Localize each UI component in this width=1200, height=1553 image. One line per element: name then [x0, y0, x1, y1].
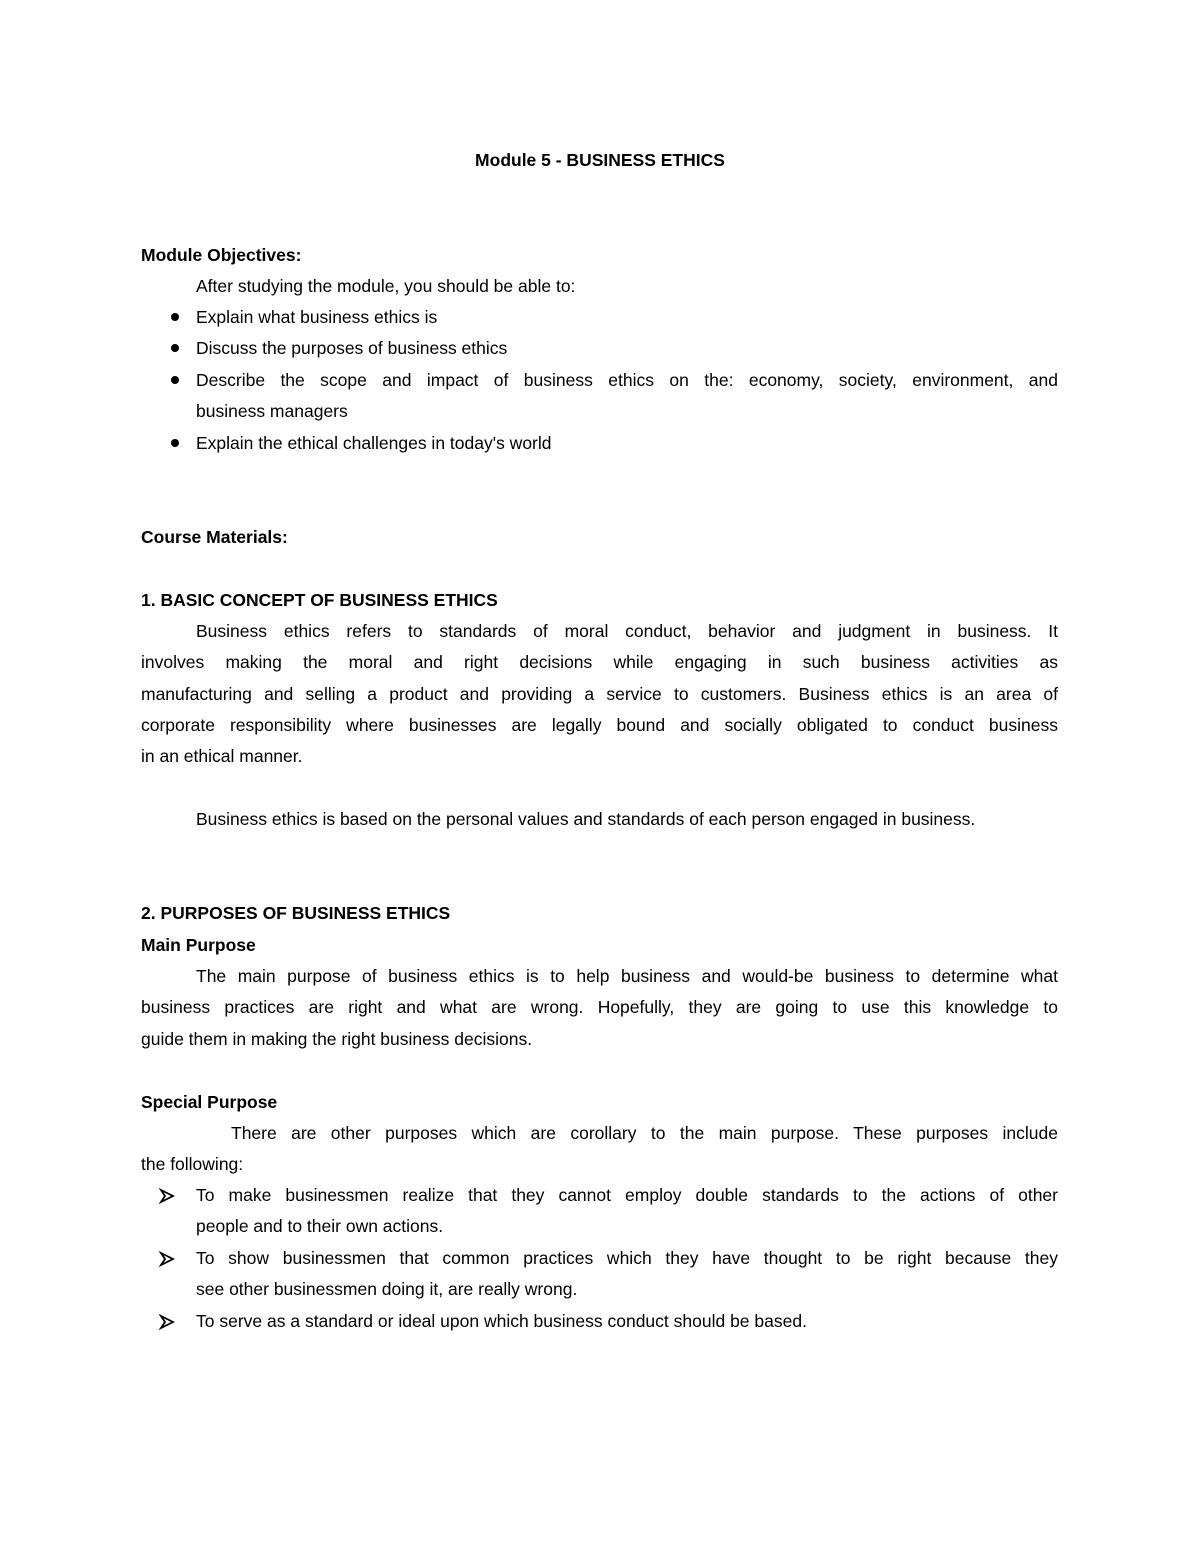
- main-purpose-line: The main purpose of business ethics is to help business and would-be business to determine what: [196, 966, 1058, 986]
- arrow-bullet-icon: [159, 1188, 175, 1204]
- special-purpose-item-line: people and to their own actions.: [196, 1216, 444, 1236]
- special-purpose-item-line: see other businessmen doing it, are really wrong.: [196, 1279, 578, 1299]
- special-purpose-item-line: To make businessmen realize that they cannot employ double standards to the actions of other: [196, 1185, 1058, 1205]
- page-title: Module 5 - BUSINESS ETHICS: [475, 150, 725, 170]
- main-purpose-heading: Main Purpose: [141, 935, 256, 955]
- special-purpose-intro-line: There are other purposes which are corollary to the main purpose. These purposes include: [231, 1123, 1058, 1143]
- section1-paragraph2: Business ethics is based on the personal values and standards of each person engaged in business.: [196, 809, 976, 829]
- special-purpose-intro-line: the following:: [141, 1154, 244, 1174]
- section1-paragraph-line: Business ethics refers to standards of moral conduct, behavior and judgment in business. It: [196, 621, 1058, 641]
- arrow-bullet-icon: [159, 1314, 175, 1330]
- objective-item: Describe the scope and impact of business ethics on the: economy, society, environment, and: [196, 370, 1058, 390]
- section1-paragraph-line: in an ethical manner.: [141, 746, 303, 766]
- course-materials-heading: Course Materials:: [141, 527, 288, 547]
- section2-heading: 2. PURPOSES OF BUSINESS ETHICS: [141, 903, 451, 923]
- main-purpose-line: business practices are right and what are wrong. Hopefully, they are going to use this knowledge to: [141, 997, 1058, 1017]
- objective-item: Discuss the purposes of business ethics: [196, 338, 508, 358]
- objectives-intro: After studying the module, you should be able to:: [196, 276, 576, 296]
- bullet-icon: [171, 439, 179, 447]
- section1-paragraph-line: manufacturing and selling a product and providing a service to customers. Business ethics is an area of: [141, 684, 1058, 704]
- special-purpose-item-line: To show businessmen that common practices which they have thought to be right because they: [196, 1248, 1058, 1268]
- section1-paragraph-line: corporate responsibility where businesses are legally bound and socially obligated to conduct business: [141, 715, 1058, 735]
- objective-item: Explain what business ethics is: [196, 307, 438, 327]
- section1-paragraph-line: involves making the moral and right decisions while engaging in such business activities as: [141, 652, 1058, 672]
- bullet-icon: [171, 344, 179, 352]
- objectives-heading: Module Objectives:: [141, 245, 302, 265]
- bullet-icon: [171, 376, 179, 384]
- bullet-icon: [171, 313, 179, 321]
- arrow-bullet-icon: [159, 1251, 175, 1267]
- special-purpose-heading: Special Purpose: [141, 1092, 278, 1112]
- objective-item: Explain the ethical challenges in today's world: [196, 433, 552, 453]
- main-purpose-line: guide them in making the right business decisions.: [141, 1029, 533, 1049]
- special-purpose-item-line: To serve as a standard or ideal upon which business conduct should be based.: [196, 1311, 807, 1331]
- section1-heading: 1. BASIC CONCEPT OF BUSINESS ETHICS: [141, 590, 498, 610]
- objective-item-continuation: business managers: [196, 401, 348, 421]
